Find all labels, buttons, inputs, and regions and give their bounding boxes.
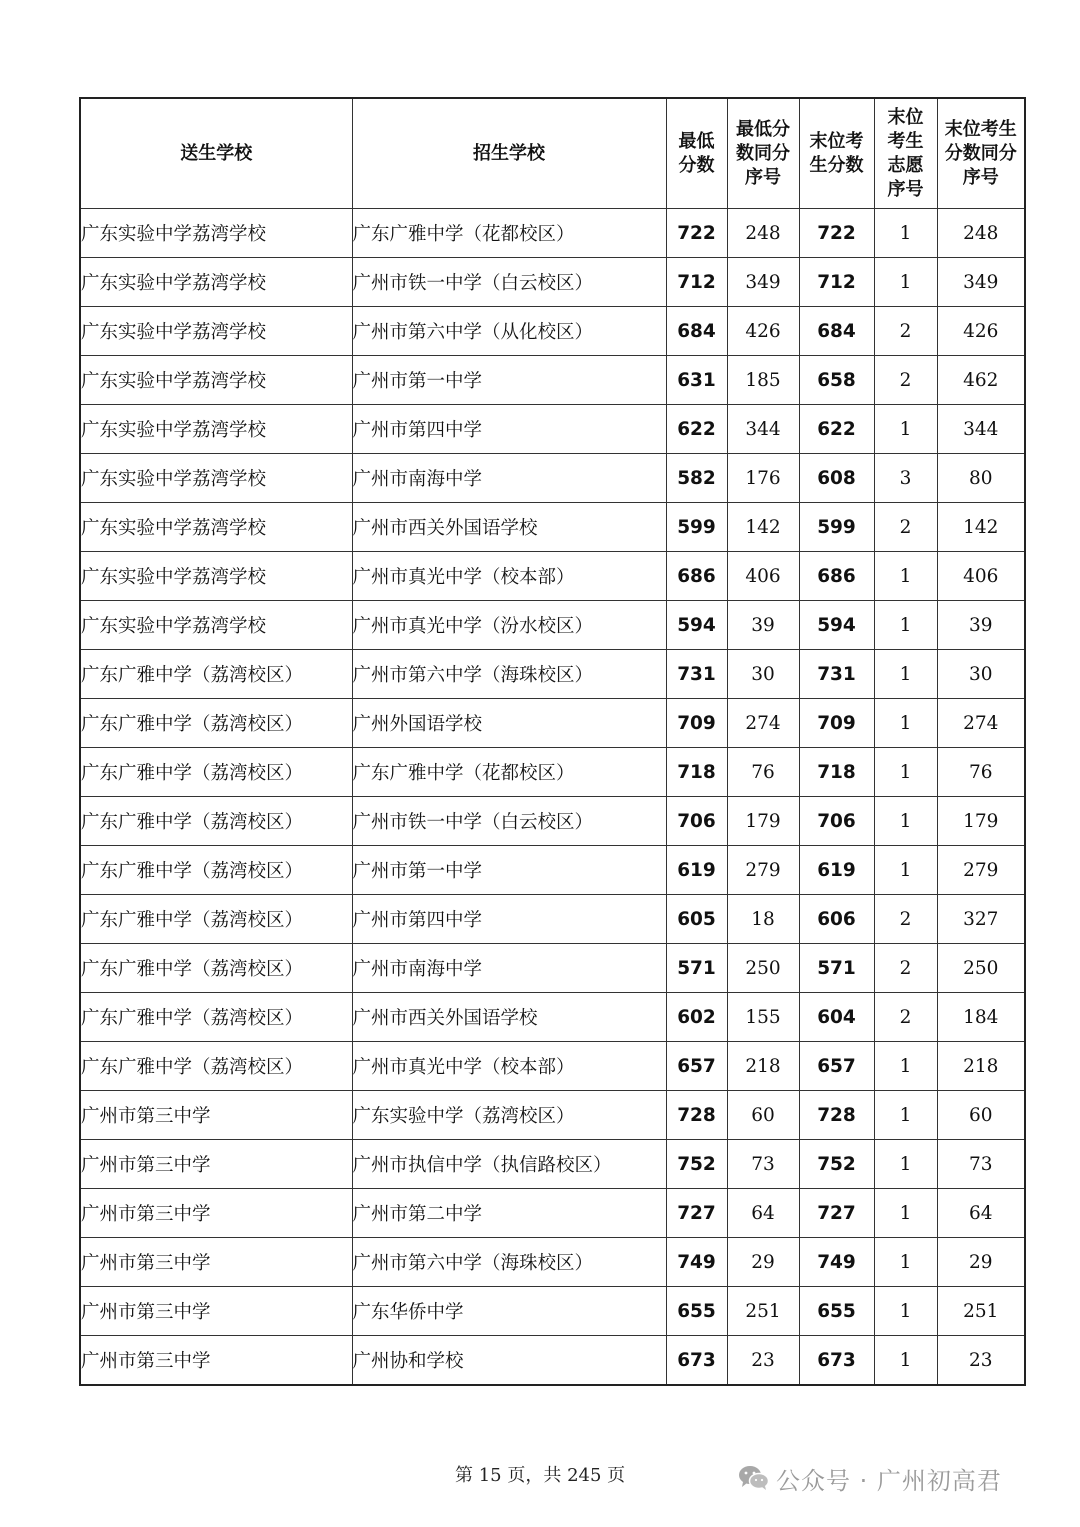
cell-min-score: 619 [666,846,727,895]
cell-min-score-tie-rank: 349 [727,258,799,307]
cell-last-score-tie-rank: 426 [937,307,1025,356]
cell-last-choice-rank: 1 [874,209,937,258]
table-row [80,699,1025,748]
cell-last-score-tie-rank: 327 [937,895,1025,944]
cell-last-score-tie-rank: 23 [937,1336,1025,1386]
cell-admitting-school: 广东华侨中学 [352,1287,666,1336]
cell-last-score: 706 [799,797,874,846]
cell-last-choice-rank: 1 [874,797,937,846]
cell-min-score-tie-rank: 76 [727,748,799,797]
table-row [80,944,1025,993]
cell-last-score: 752 [799,1140,874,1189]
cell-last-choice-rank: 2 [874,503,937,552]
cell-min-score-tie-rank: 248 [727,209,799,258]
cell-last-score: 606 [799,895,874,944]
cell-sending-school: 广东广雅中学（荔湾校区） [80,699,352,748]
cell-last-choice-rank: 1 [874,601,937,650]
table-row [80,503,1025,552]
cell-admitting-school: 广州市西关外国语学校 [352,993,666,1042]
cell-min-score: 594 [666,601,727,650]
cell-last-score-tie-rank: 462 [937,356,1025,405]
cell-admitting-school: 广州市第六中学（海珠校区） [352,1238,666,1287]
cell-sending-school: 广东广雅中学（荔湾校区） [80,944,352,993]
cell-admitting-school: 广州市南海中学 [352,454,666,503]
table-row [80,895,1025,944]
cell-min-score-tie-rank: 185 [727,356,799,405]
table-row [80,1336,1025,1386]
cell-last-choice-rank: 1 [874,1042,937,1091]
cell-last-score: 712 [799,258,874,307]
cell-last-choice-rank: 1 [874,1091,937,1140]
cell-last-choice-rank: 1 [874,699,937,748]
cell-sending-school: 广东实验中学荔湾学校 [80,307,352,356]
page-number: 第 15 页，共 245 页 [455,1465,626,1486]
cell-min-score-tie-rank: 179 [727,797,799,846]
cell-admitting-school: 广州市真光中学（汾水校区） [352,601,666,650]
cell-min-score: 571 [666,944,727,993]
cell-last-score-tie-rank: 184 [937,993,1025,1042]
watermark-text: 公众号 · 广州初高君 [776,1466,1002,1495]
cell-admitting-school: 广州市第六中学（海珠校区） [352,650,666,699]
cell-min-score: 722 [666,209,727,258]
cell-min-score-tie-rank: 279 [727,846,799,895]
cell-admitting-school: 广东广雅中学（花都校区） [352,209,666,258]
cell-sending-school: 广东广雅中学（荔湾校区） [80,1042,352,1091]
cell-last-score-tie-rank: 179 [937,797,1025,846]
cell-last-score-tie-rank: 349 [937,258,1025,307]
cell-min-score: 599 [666,503,727,552]
cell-min-score: 706 [666,797,727,846]
cell-last-score: 673 [799,1336,874,1386]
cell-admitting-school: 广州市第四中学 [352,405,666,454]
header-admitting-school: 招生学校 [352,98,666,209]
cell-min-score-tie-rank: 60 [727,1091,799,1140]
cell-last-score: 571 [799,944,874,993]
cell-min-score: 605 [666,895,727,944]
cell-last-score-tie-rank: 80 [937,454,1025,503]
cell-sending-school: 广州市第三中学 [80,1287,352,1336]
cell-admitting-school: 广东实验中学（荔湾校区） [352,1091,666,1140]
cell-min-score: 684 [666,307,727,356]
cell-min-score: 727 [666,1189,727,1238]
cell-last-choice-rank: 1 [874,1287,937,1336]
cell-min-score: 709 [666,699,727,748]
cell-last-score: 657 [799,1042,874,1091]
header-sending-school: 送生学校 [80,98,352,209]
cell-last-choice-rank: 1 [874,1336,937,1386]
cell-sending-school: 广州市第三中学 [80,1140,352,1189]
cell-sending-school: 广东实验中学荔湾学校 [80,601,352,650]
cell-min-score: 731 [666,650,727,699]
cell-last-score: 658 [799,356,874,405]
cell-admitting-school: 广州协和学校 [352,1336,666,1386]
cell-last-score-tie-rank: 60 [937,1091,1025,1140]
cell-min-score-tie-rank: 30 [727,650,799,699]
cell-last-score-tie-rank: 142 [937,503,1025,552]
table-row [80,1287,1025,1336]
table-row [80,601,1025,650]
cell-last-choice-rank: 1 [874,1238,937,1287]
table-row [80,356,1025,405]
cell-admitting-school: 广州市南海中学 [352,944,666,993]
cell-min-score-tie-rank: 406 [727,552,799,601]
header-last-choice-rank: 末位 考生 志愿 序号 [874,98,937,209]
cell-last-score-tie-rank: 248 [937,209,1025,258]
cell-admitting-school: 广州市真光中学（校本部） [352,552,666,601]
cell-admitting-school: 广州市铁一中学（白云校区） [352,258,666,307]
cell-last-score: 731 [799,650,874,699]
cell-admitting-school: 广州市真光中学（校本部） [352,1042,666,1091]
table-row [80,748,1025,797]
cell-last-choice-rank: 1 [874,1140,937,1189]
cell-admitting-school: 广州市第一中学 [352,846,666,895]
cell-last-choice-rank: 1 [874,650,937,699]
cell-min-score: 749 [666,1238,727,1287]
cell-min-score-tie-rank: 73 [727,1140,799,1189]
cell-sending-school: 广州市第三中学 [80,1091,352,1140]
cell-min-score: 686 [666,552,727,601]
cell-sending-school: 广东实验中学荔湾学校 [80,405,352,454]
cell-last-score-tie-rank: 344 [937,405,1025,454]
cell-min-score: 728 [666,1091,727,1140]
cell-admitting-school: 广东广雅中学（花都校区） [352,748,666,797]
cell-last-score: 728 [799,1091,874,1140]
table-row [80,454,1025,503]
cell-last-score-tie-rank: 73 [937,1140,1025,1189]
table-row [80,1042,1025,1091]
cell-last-score: 684 [799,307,874,356]
table-row [80,1091,1025,1140]
cell-min-score: 718 [666,748,727,797]
cell-last-score-tie-rank: 274 [937,699,1025,748]
header-min-score: 最低 分数 [666,98,727,209]
cell-sending-school: 广东广雅中学（荔湾校区） [80,895,352,944]
cell-min-score-tie-rank: 23 [727,1336,799,1386]
cell-last-choice-rank: 1 [874,258,937,307]
table-row [80,258,1025,307]
table-row [80,1238,1025,1287]
cell-admitting-school: 广州外国语学校 [352,699,666,748]
cell-last-score-tie-rank: 251 [937,1287,1025,1336]
watermark [738,1458,1002,1498]
cell-admitting-school: 广州市第四中学 [352,895,666,944]
cell-last-score-tie-rank: 29 [937,1238,1025,1287]
cell-sending-school: 广东实验中学荔湾学校 [80,356,352,405]
cell-last-score: 619 [799,846,874,895]
cell-sending-school: 广东实验中学荔湾学校 [80,454,352,503]
cell-last-score-tie-rank: 39 [937,601,1025,650]
cell-last-score-tie-rank: 64 [937,1189,1025,1238]
cell-sending-school: 广州市第三中学 [80,1189,352,1238]
cell-min-score: 582 [666,454,727,503]
cell-min-score-tie-rank: 251 [727,1287,799,1336]
cell-min-score-tie-rank: 344 [727,405,799,454]
cell-sending-school: 广东广雅中学（荔湾校区） [80,993,352,1042]
cell-last-choice-rank: 2 [874,944,937,993]
cell-min-score-tie-rank: 29 [727,1238,799,1287]
cell-admitting-school: 广州市西关外国语学校 [352,503,666,552]
cell-admitting-school: 广州市执信中学（执信路校区） [352,1140,666,1189]
table-row [80,209,1025,258]
cell-last-score-tie-rank: 406 [937,552,1025,601]
table-row [80,1189,1025,1238]
admission-table [79,97,1026,1386]
cell-last-score: 604 [799,993,874,1042]
cell-sending-school: 广州市第三中学 [80,1238,352,1287]
table-row [80,650,1025,699]
cell-min-score-tie-rank: 39 [727,601,799,650]
cell-sending-school: 广东实验中学荔湾学校 [80,552,352,601]
cell-sending-school: 广东实验中学荔湾学校 [80,503,352,552]
cell-last-choice-rank: 1 [874,846,937,895]
cell-last-choice-rank: 2 [874,993,937,1042]
wechat-icon [738,1464,770,1492]
cell-last-choice-rank: 3 [874,454,937,503]
table-row [80,1140,1025,1189]
cell-last-score-tie-rank: 218 [937,1042,1025,1091]
cell-min-score-tie-rank: 18 [727,895,799,944]
cell-last-score-tie-rank: 30 [937,650,1025,699]
cell-min-score: 752 [666,1140,727,1189]
header-last-score-tie-rank: 末位考生 分数同分 序号 [937,98,1025,209]
cell-sending-school: 广东广雅中学（荔湾校区） [80,748,352,797]
cell-last-score: 749 [799,1238,874,1287]
cell-last-score: 608 [799,454,874,503]
table-row [80,846,1025,895]
cell-last-choice-rank: 1 [874,405,937,454]
cell-min-score: 622 [666,405,727,454]
cell-admitting-school: 广州市第六中学（从化校区） [352,307,666,356]
table-row [80,552,1025,601]
table-row [80,405,1025,454]
cell-min-score-tie-rank: 64 [727,1189,799,1238]
cell-last-score-tie-rank: 76 [937,748,1025,797]
cell-sending-school: 广东广雅中学（荔湾校区） [80,650,352,699]
cell-last-choice-rank: 2 [874,307,937,356]
cell-last-score: 622 [799,405,874,454]
cell-last-score-tie-rank: 279 [937,846,1025,895]
cell-last-score: 599 [799,503,874,552]
cell-last-score: 718 [799,748,874,797]
cell-sending-school: 广东实验中学荔湾学校 [80,258,352,307]
cell-sending-school: 广东广雅中学（荔湾校区） [80,846,352,895]
cell-min-score-tie-rank: 176 [727,454,799,503]
cell-min-score: 655 [666,1287,727,1336]
cell-min-score: 712 [666,258,727,307]
table-row [80,993,1025,1042]
cell-last-score: 709 [799,699,874,748]
cell-admitting-school: 广州市第一中学 [352,356,666,405]
cell-last-score: 686 [799,552,874,601]
cell-min-score: 673 [666,1336,727,1386]
cell-min-score-tie-rank: 250 [727,944,799,993]
cell-last-choice-rank: 1 [874,748,937,797]
cell-admitting-school: 广州市铁一中学（白云校区） [352,797,666,846]
cell-last-score: 727 [799,1189,874,1238]
cell-last-score: 594 [799,601,874,650]
header-min-score-tie-rank: 最低分 数同分 序号 [727,98,799,209]
cell-min-score: 631 [666,356,727,405]
cell-min-score: 602 [666,993,727,1042]
cell-last-choice-rank: 2 [874,356,937,405]
cell-admitting-school: 广州市第二中学 [352,1189,666,1238]
table-row [80,797,1025,846]
cell-last-score: 722 [799,209,874,258]
cell-min-score: 657 [666,1042,727,1091]
cell-min-score-tie-rank: 155 [727,993,799,1042]
cell-sending-school: 广东广雅中学（荔湾校区） [80,797,352,846]
cell-last-choice-rank: 2 [874,895,937,944]
header-row [80,98,1025,209]
cell-last-choice-rank: 1 [874,1189,937,1238]
cell-min-score-tie-rank: 426 [727,307,799,356]
cell-min-score-tie-rank: 274 [727,699,799,748]
cell-sending-school: 广州市第三中学 [80,1336,352,1386]
cell-min-score-tie-rank: 218 [727,1042,799,1091]
cell-last-score-tie-rank: 250 [937,944,1025,993]
header-last-score: 末位考 生分数 [799,98,874,209]
table-row [80,307,1025,356]
cell-min-score-tie-rank: 142 [727,503,799,552]
cell-last-choice-rank: 1 [874,552,937,601]
cell-sending-school: 广东实验中学荔湾学校 [80,209,352,258]
cell-last-score: 655 [799,1287,874,1336]
